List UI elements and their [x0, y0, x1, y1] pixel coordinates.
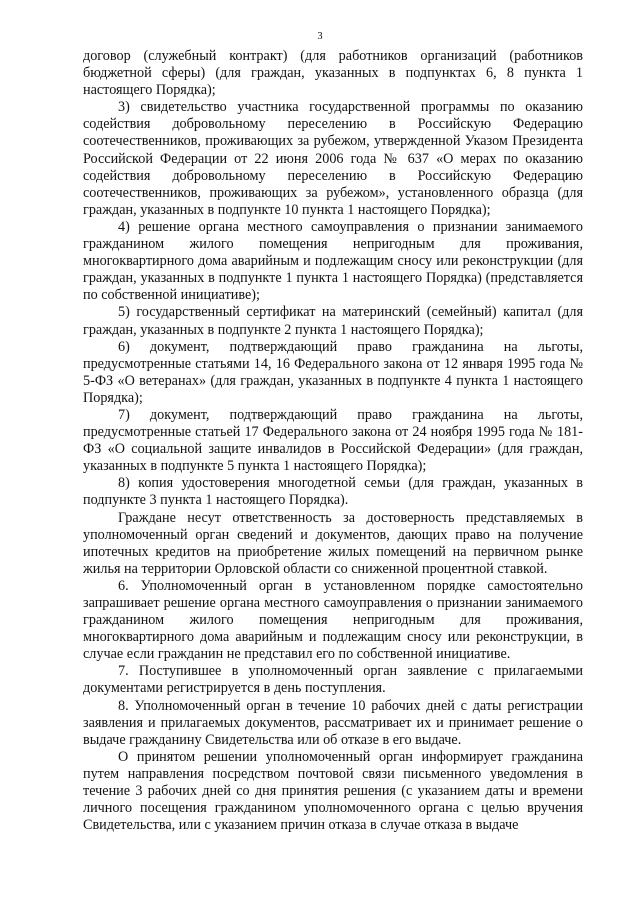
paragraph-item-4: 4) решение органа местного самоуправления о признании занимаемого гражданином жилого помещения непригодным для проживания, многоквартирного дома аварийным и подлежащим сносу или реконструкции (для граждан, указанных в подпункте 1 пункта 1 настоящего Порядка) (представляется по собственной инициативе);: [83, 218, 583, 304]
paragraph-item-6: 6) документ, подтверждающий право гражданина на льготы, предусмотренные статьями 14, 16 Федерального закона от 12 января 1995 года № 5-ФЗ «О ветеранах» (для граждан, указанных в подпункте 4 пункта 1 настоящего Порядка);: [83, 338, 583, 406]
paragraph-responsibility: Граждане несут ответственность за достоверность представляемых в уполномоченный орган сведений и документов, дающих право на получение ипотечных кредитов на приобретение жилых помещений на первичном рынке жилья на территории Орловской области со сниженной процентной ставкой.: [83, 509, 583, 577]
paragraph-clause-6: 6. Уполномоченный орган в установленном порядке самостоятельно запрашивает решение органа местного самоуправления о признании занимаемого гражданином жилого помещения непригодным для проживания, многоквартирного дома аварийным и подлежащим сносу или реконструкции, в случае если гражданин не представил его по собственной инициативе.: [83, 577, 583, 663]
page-number: 3: [317, 31, 323, 42]
paragraph-clause-8: 8. Уполномоченный орган в течение 10 рабочих дней с даты регистрации заявления и прилагаемых документов, рассматривает их и принимает решение о выдаче гражданину Свидетельства или об отказе в его выдаче.: [83, 697, 583, 748]
paragraph-item-5: 5) государственный сертификат на материнский (семейный) капитал (для граждан, указанных в подпункте 2 пункта 1 настоящего Порядка);: [83, 304, 583, 338]
paragraph-clause-7: 7. Поступившее в уполномоченный орган заявление с прилагаемыми документами регистрируется в день поступления.: [83, 663, 583, 697]
paragraph-item-8: 8) копия удостоверения многодетной семьи (для граждан, указанных в подпункте 3 пункта 1 настоящего Порядка).: [83, 475, 583, 509]
paragraph-notification: О принятом решении уполномоченный орган информирует гражданина путем направления посредством почтовой связи письменного уведомления в течение 3 рабочих дней со дня принятия решения (с указанием даты и времени личного посещения гражданином уполномоченного органа с целью вручения Свидетельства, или с указанием причин отказа в случае отказа в выдаче: [83, 748, 583, 834]
paragraph-item-3: 3) свидетельство участника государственной программы по оказанию содействия добровольному переселению в Российскую Федерацию соотечественников, проживающих за рубежом, утвержденной Указом Президента Российской Федерации от 22 июня 2006 года № 637 «О мерах по оказанию содействия добровольному переселению в Российскую Федерацию соотечественников, проживающих за рубежом», установленного образца (для граждан, указанных в подпункте 10 пункта 1 настоящего Порядка);: [83, 99, 583, 218]
paragraph-item-7: 7) документ, подтверждающий право гражданина на льготы, предусмотренные статьей 17 Федерального закона от 24 ноября 1995 года № 181-ФЗ «О социальной защите инвалидов в Российской Федерации» (для граждан, указанных в подпункте 5 пункта 1 настоящего Порядка);: [83, 406, 583, 475]
document-body: [83, 48, 583, 834]
paragraph-contract-continuation: договор (служебный контракт) (для работников организаций (работников бюджетной сферы) (для граждан, указанных в подпунктах 6, 8 пункта 1 настоящего Порядка);: [83, 48, 583, 99]
